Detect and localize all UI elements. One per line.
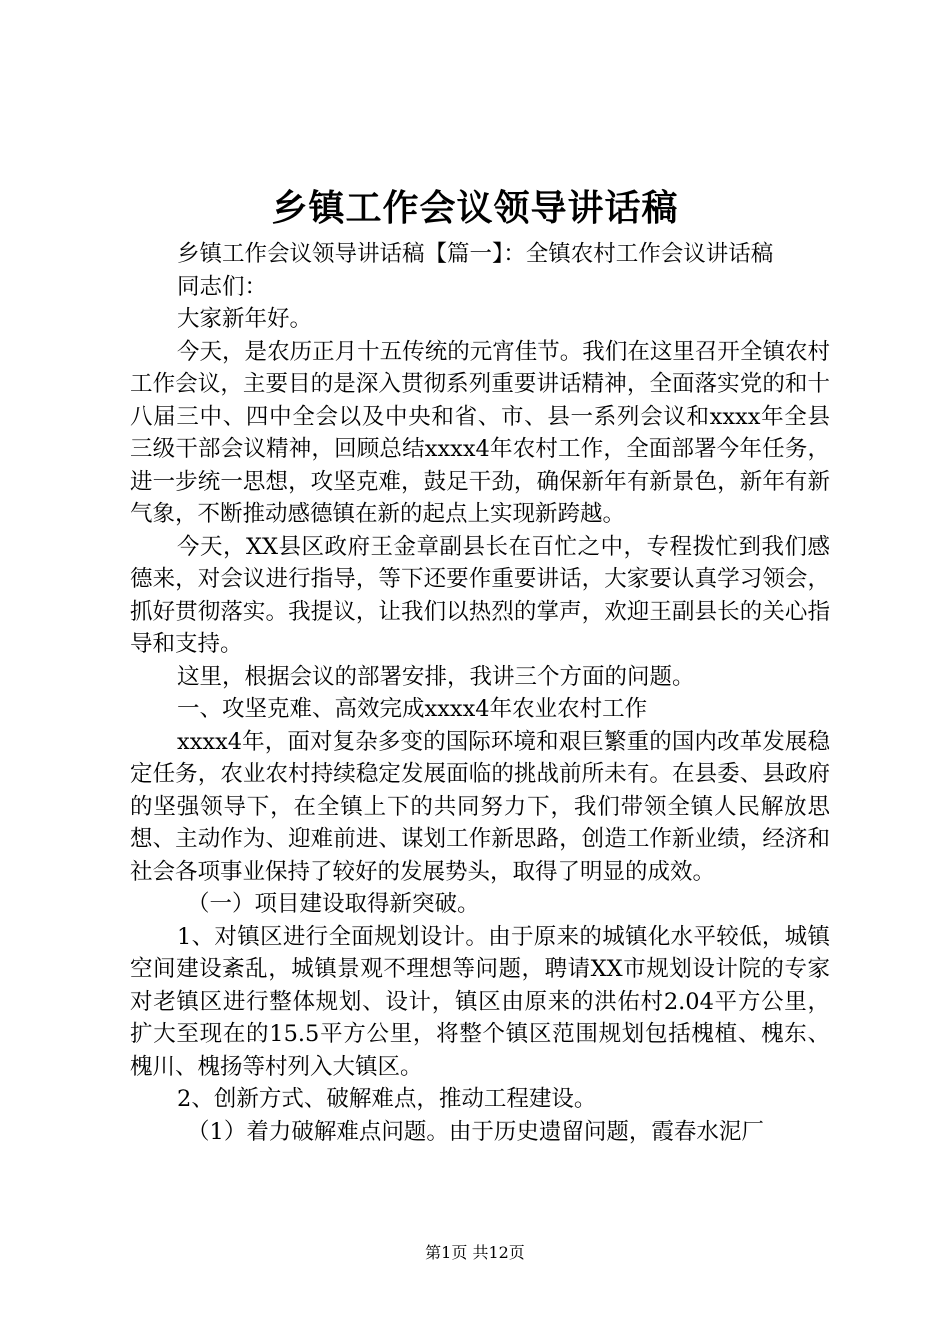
- paragraph-intro: 今天，是农历正月十五传统的元宵佳节。我们在这里召开全镇农村工作会议，主要目的是深入贯彻系列重要讲话精神，全面落实党的和十八届三中、四中全会以及中央和省、市、县一系列会议和xxxx年全县三级干部会议精神，回顾总结xxxx4年农村工作，全面部署今年任务，进一步统一思想，攻坚克难，鼓足干劲，确保新年有新景色，新年有新气象，不断推动感德镇在新的起点上实现新跨越。: [130, 338, 830, 527]
- subsection-heading-1: （一）项目建设取得新突破。: [187, 891, 480, 917]
- paragraph-welcome: 今天，XX县区政府王金章副县长在百忙之中，专程拨忙到我们感德来，对会议进行指导，等下还要作重要讲话，大家要认真学习领会，抓好贯彻落实。我提议，让我们以热烈的掌声，欢迎王副县长的关心指导和支持。: [130, 533, 830, 657]
- paragraph-item-2: 2、创新方式、破解难点，推动工程建设。: [177, 1086, 597, 1112]
- paragraph-subtitle: 乡镇工作会议领导讲话稿【篇一】：全镇农村工作会议讲话稿: [177, 241, 774, 267]
- section-heading-1: 一、攻坚克难、高效完成xxxx4年农业农村工作: [177, 696, 648, 722]
- document-body: [130, 238, 830, 1148]
- paragraph-item-2-1: （1）着力破解难点问题。由于历史遗留问题，霞春水泥厂: [187, 1118, 764, 1145]
- paragraph-salutation: 同志们：: [177, 273, 268, 300]
- paragraph-item-1: 1、对镇区进行全面规划设计。由于原来的城镇化水平较低，城镇空间建设紊乱，城镇景观不理想等问题，聘请XX市规划设计院的专家对老镇区进行整体规划、设计，镇区由原来的洪佑村2.04平方公里，扩大至现在的15.5平方公里，将整个镇区范围规划包括槐植、槐东、槐川、槐扬等村列入大镇区。: [130, 923, 830, 1080]
- paragraph-outline: 这里，根据会议的部署安排，我讲三个方面的问题。: [177, 663, 695, 690]
- paragraph-greeting: 大家新年好。: [177, 306, 313, 332]
- document-title: 乡镇工作会议领导讲话稿: [271, 187, 679, 229]
- paragraph-review: xxxx4年，面对复杂多变的国际环境和艰巨繁重的国内改革发展稳定任务，农业农村持续稳定发展面临的挑战前所未有。在县委、县政府的坚强领导下，在全镇上下的共同努力下，我们带领全镇人民解放思想、主动作为、迎难前进、谋划工作新思路，创造工作新业绩，经济和社会各项事业保持了较好的发展势头，取得了明显的成效。: [130, 728, 830, 885]
- page-number-footer: 第1页 共12页: [425, 1243, 525, 1262]
